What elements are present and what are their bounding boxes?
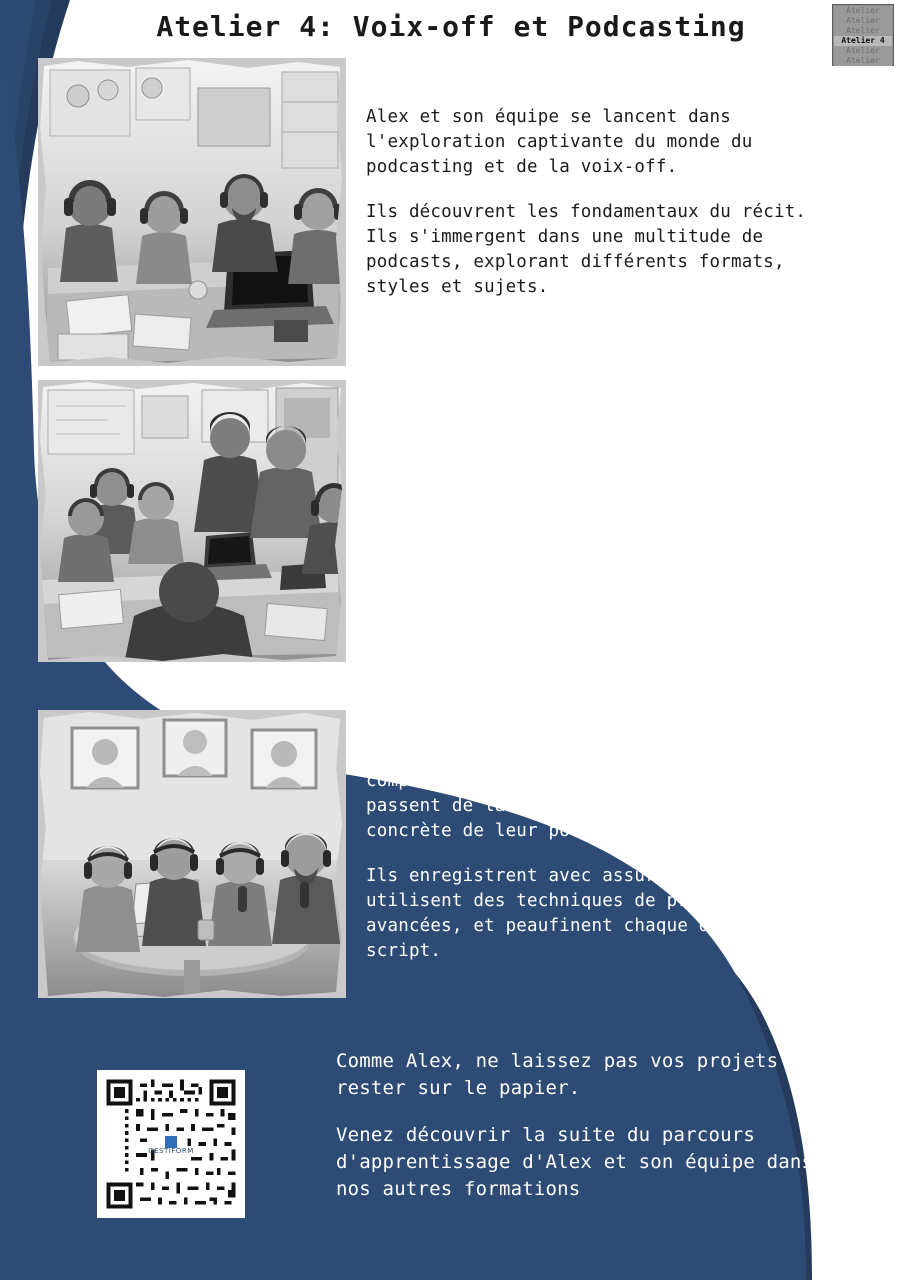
section-2-paragraph-1: Guidés par leur curiosité, Alex et son équipe concevoivent et enregistrent des épisodes de podcast. (366, 427, 785, 497)
qr-label: GESTIFORM (148, 1146, 194, 1155)
badge-item-0: Atelier (834, 6, 892, 16)
callout-text (336, 1048, 816, 1203)
page-title: Atelier 4: Voix-off et Podcasting (156, 10, 746, 43)
illustration-1-svg (38, 58, 346, 366)
section-3-paragraph-1: Grâce à l'atelier 4 et armés des compétences acquises, Alex et son équipe passent de la conception à la réalisation concrète de leur podcast. (366, 746, 807, 841)
team-recording-session-photo (38, 380, 346, 662)
illustration-2-svg (38, 380, 346, 662)
callout-paragraph-2: Venez découvrir la suite du parcours d'apprentissage d'Alex et son équipe dans nos autres formations (336, 1124, 814, 1200)
badge-item-4: Atelier (834, 46, 892, 56)
team-podcast-workshop-photo (38, 58, 346, 366)
badge-item-2: Atelier (834, 26, 892, 36)
section-2-text (366, 425, 822, 620)
qr-code[interactable] (97, 1070, 245, 1218)
badge-item-3-active: Atelier 4 (834, 36, 892, 46)
section-1-paragraph-1: Alex et son équipe se lancent dans l'exploration captivante du monde du podcasting et de la voix-off. (366, 107, 753, 177)
section-2-paragraph-2: Ils identifient leur public cible, trouvent ce qui les rendent uniques, et définissent le contenu qui captivera leur audience. (366, 522, 807, 617)
workshop-badge (832, 4, 894, 66)
badge-item-1: Atelier (834, 16, 892, 26)
qr-code-graphic (103, 1076, 239, 1212)
section-3-paragraph-2: Ils enregistrent avec assurance, utilisent des techniques de prise de son avancées, et peaufinent chaque détail du script. (366, 866, 796, 961)
section-1-paragraph-2: Ils découvrent les fondamentaux du récit. Ils s'immergent dans une multitude de podcasts, explorant différents formats, styles et sujets. (366, 202, 807, 297)
section-1-text (366, 105, 822, 300)
illustration-3-svg (38, 710, 346, 998)
badge-item-5: Atelier (834, 56, 892, 66)
section-3-text (366, 744, 816, 964)
team-microphone-table-photo (38, 710, 346, 998)
callout-paragraph-1: Comme Alex, ne laissez pas vos projets rester sur le papier. (336, 1050, 779, 1099)
